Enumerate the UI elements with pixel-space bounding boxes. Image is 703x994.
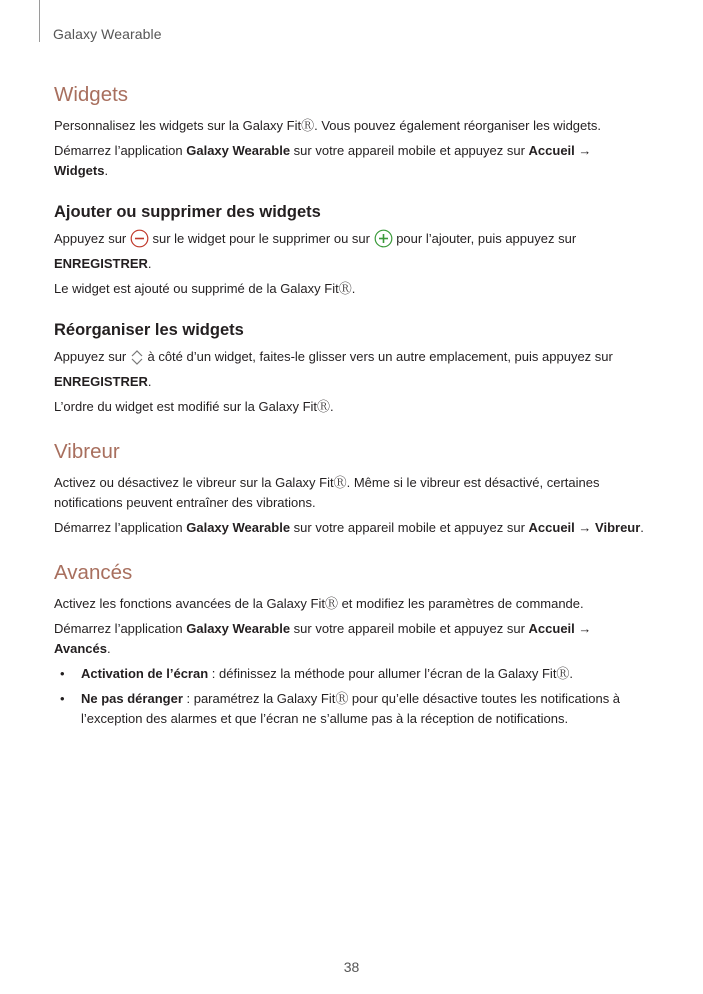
bullet-icon: • bbox=[60, 666, 65, 681]
menu-accueil: Accueil bbox=[528, 621, 575, 636]
option-term: Ne pas déranger bbox=[81, 691, 183, 706]
minus-circle-icon bbox=[130, 229, 149, 254]
reorder-heading: Réorganiser les widgets bbox=[54, 321, 244, 339]
list-item bbox=[54, 664, 644, 684]
vibreur-section bbox=[54, 439, 644, 538]
widgets-heading: Widgets bbox=[54, 83, 129, 106]
avances-section bbox=[54, 560, 644, 729]
widgets-intro: Personnalisez les widgets sur la Galaxy FitⓇ. Vous pouvez également réorganiser les widgets. bbox=[54, 118, 601, 133]
bullet-icon: • bbox=[60, 691, 65, 706]
list-item bbox=[54, 689, 644, 729]
reorder-handle-icon bbox=[130, 349, 144, 372]
menu-avances: Avancés bbox=[54, 641, 107, 656]
menu-accueil: Accueil bbox=[528, 143, 575, 158]
option-desc: : définissez la méthode pour allumer l’écran de la Galaxy FitⓇ. bbox=[208, 666, 574, 681]
app-name: Galaxy Wearable bbox=[186, 520, 291, 535]
reorder-instructions: Appuyez sur à côté d’un widget, faites-le glisser vers un autre emplacement, puis appuyez sur ENREGISTRER. bbox=[54, 349, 613, 389]
vibreur-intro: Activez ou désactivez le vibreur sur la Galaxy FitⓇ. Même si le vibreur est désactivé, certaines notifications peuvent entraîner des vibrations. bbox=[54, 475, 600, 510]
vibreur-instructions: Démarrez l’application Galaxy Wearable sur votre appareil mobile et appuyez sur Accueil → Vibreur. bbox=[54, 520, 644, 535]
save-label: ENREGISTRER bbox=[54, 256, 148, 271]
avances-instructions: Démarrez l’application Galaxy Wearable sur votre appareil mobile et appuyez sur Accueil → Avancés. bbox=[54, 621, 592, 656]
arrow-icon: → bbox=[574, 520, 596, 535]
header-title: Galaxy Wearable bbox=[53, 26, 162, 42]
add-remove-instructions: Appuyez sur sur le widget pour le supprimer ou sur pour l’ajouter, puis appuyez sur ENREGISTRER. bbox=[54, 231, 577, 271]
avances-intro: Activez les fonctions avancées de la Galaxy FitⓇ et modifiez les paramètres de commande. bbox=[54, 596, 584, 611]
arrow-icon: → bbox=[574, 621, 592, 636]
avances-options-list bbox=[54, 664, 644, 729]
add-remove-heading: Ajouter ou supprimer des widgets bbox=[54, 203, 321, 221]
widgets-section bbox=[54, 82, 644, 417]
avances-heading: Avancés bbox=[54, 561, 133, 584]
menu-widgets: Widgets bbox=[54, 163, 105, 178]
page-number: 38 bbox=[343, 959, 360, 975]
arrow-icon: → bbox=[574, 143, 592, 158]
plus-circle-icon bbox=[374, 229, 393, 254]
page-content bbox=[54, 82, 644, 729]
save-label: ENREGISTRER bbox=[54, 374, 148, 389]
vibreur-heading: Vibreur bbox=[54, 440, 120, 463]
app-name: Galaxy Wearable bbox=[186, 143, 291, 158]
add-remove-result: Le widget est ajouté ou supprimé de la Galaxy FitⓇ. bbox=[54, 281, 356, 296]
app-name: Galaxy Wearable bbox=[186, 621, 291, 636]
option-term: Activation de l’écran bbox=[81, 666, 209, 681]
reorder-result: L’ordre du widget est modifié sur la Galaxy FitⓇ. bbox=[54, 399, 334, 414]
menu-vibreur: Vibreur bbox=[595, 520, 641, 535]
widgets-instructions: Démarrez l’application Galaxy Wearable sur votre appareil mobile et appuyez sur Accueil → Widgets. bbox=[54, 143, 592, 178]
header-rule bbox=[39, 0, 40, 42]
menu-accueil: Accueil bbox=[528, 520, 575, 535]
option-desc: : paramétrez la Galaxy FitⓇ pour qu’elle désactive toutes les notifications à l’exception des alarmes et que l’écran ne s’allume pas à la réception de notifications. bbox=[81, 691, 621, 726]
